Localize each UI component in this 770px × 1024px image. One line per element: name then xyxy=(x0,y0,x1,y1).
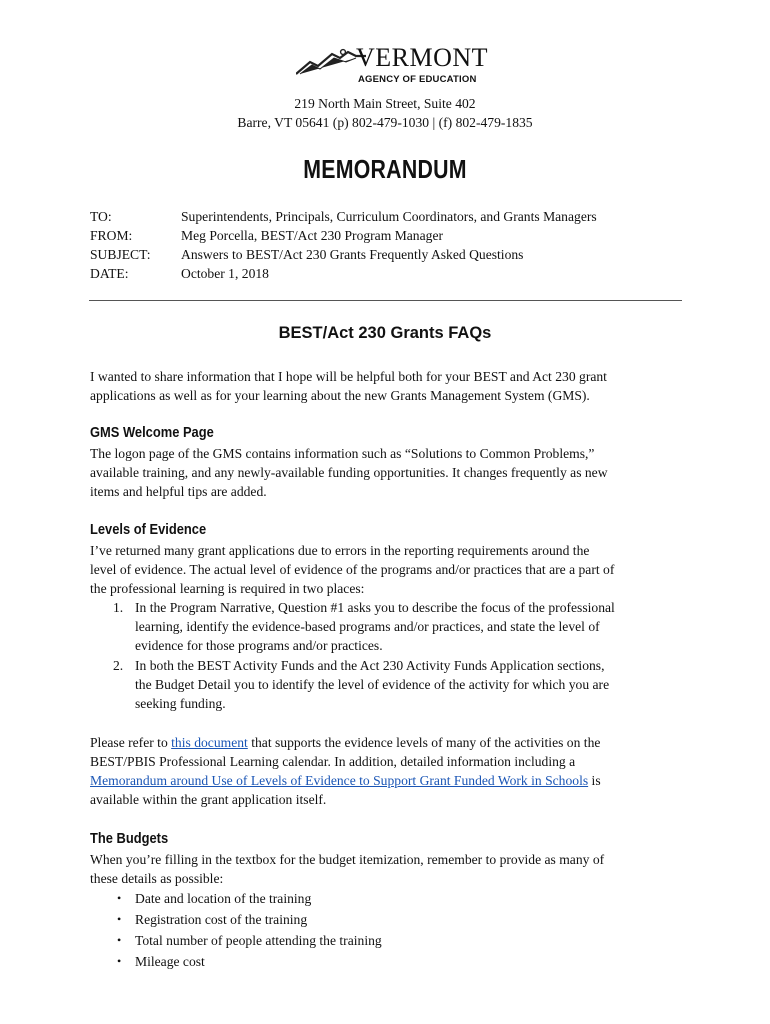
intro-line: applications as well as for your learning about the new Grants Management System (GMS). xyxy=(90,388,590,403)
refer-line-4: available within the grant application itself. xyxy=(90,792,327,807)
list-item-line: In both the BEST Activity Funds and the Act 230 Activity Funds Application sections, xyxy=(135,658,605,673)
to-label: TO: xyxy=(90,209,112,224)
header-divider xyxy=(89,300,682,301)
list-item-line: In the Program Narrative, Question #1 asks you to describe the focus of the professional xyxy=(135,600,615,615)
budget-list-item: Total number of people attending the training xyxy=(135,933,382,948)
memo-post-text: is xyxy=(588,773,601,788)
header-date xyxy=(90,264,269,283)
this-document-link[interactable]: this document xyxy=(171,735,248,750)
refer-line xyxy=(90,733,600,752)
gms-line: The logon page of the GMS contains information such as “Solutions to Common Problems,” xyxy=(90,446,595,461)
bullet-icon: • xyxy=(117,912,122,926)
logo-agency-text: AGENCY OF EDUCATION xyxy=(358,74,477,85)
budgets-line: these details as possible: xyxy=(90,871,224,886)
budget-list-item: Registration cost of the training xyxy=(135,912,308,927)
refer-post-text: that supports the evidence levels of many of the activities on the xyxy=(247,735,601,750)
evidence-line: the professional learning is required in two places: xyxy=(90,581,365,596)
gms-line: available training, and any newly-available funding opportunities. It changes frequently as new xyxy=(90,465,608,480)
bullet-icon: • xyxy=(117,891,122,905)
memo-title: MEMORANDUM xyxy=(303,154,467,184)
list-item-line: the Budget Detail you to identify the level of evidence of the activity for which you are xyxy=(135,677,610,692)
evidence-line: level of evidence. The actual level of evidence of the programs and/or practices that are a part of xyxy=(90,562,615,577)
levels-of-evidence-memo-link[interactable]: Memorandum around Use of Levels of Evidence to Support Grant Funded Work in Schools xyxy=(90,773,589,788)
logo-state-text: VERMONT xyxy=(356,43,489,72)
date-value: October 1, 2018 xyxy=(181,266,269,281)
budget-list-item: Mileage cost xyxy=(135,954,205,969)
date-label: DATE: xyxy=(90,266,129,281)
header-to xyxy=(90,207,597,226)
evidence-line: I’ve returned many grant applications due to errors in the reporting requirements around the xyxy=(90,543,590,558)
budgets-line: When you’re filling in the textbox for the budget itemization, remember to provide as many of xyxy=(90,852,605,867)
refer-pre-text: Please refer to xyxy=(90,735,172,750)
to-value: Superintendents, Principals, Curriculum Coordinators, and Grants Managers xyxy=(181,209,597,224)
subject-value: Answers to BEST/Act 230 Grants Frequently Asked Questions xyxy=(181,247,524,262)
document-heading: BEST/Act 230 Grants FAQs xyxy=(278,324,492,342)
subject-label: SUBJECT: xyxy=(90,247,151,262)
from-label: FROM: xyxy=(90,228,133,243)
list-item-line: learning, identify the evidence-based programs and/or practices, and state the level of xyxy=(135,619,600,634)
list-item-line: seeking funding. xyxy=(135,696,226,711)
header-subject xyxy=(90,245,523,264)
intro-line: I wanted to share information that I hope will be helpful both for your BEST and Act 230 grant xyxy=(90,369,607,384)
refer-line-3 xyxy=(90,771,601,790)
gms-heading: GMS Welcome Page xyxy=(90,424,214,441)
address-line-1: 219 North Main Street, Suite 402 xyxy=(294,96,476,111)
bullet-icon: • xyxy=(117,954,122,968)
header-from xyxy=(90,226,443,245)
refer-line-2: BEST/PBIS Professional Learning calendar. In addition, detailed information including a xyxy=(90,754,576,769)
list-number: 1. xyxy=(113,600,124,615)
gms-line: items and helpful tips are added. xyxy=(90,484,267,499)
bullet-icon: • xyxy=(117,933,122,947)
budgets-heading: The Budgets xyxy=(90,830,169,847)
vermont-aoe-logo xyxy=(296,43,489,90)
evidence-heading: Levels of Evidence xyxy=(90,521,207,538)
list-item-line: evidence for those programs and/or practices. xyxy=(135,638,383,653)
address-line-2: Barre, VT 05641 (p) 802-479-1030 | (f) 802-479-1835 xyxy=(237,115,533,130)
from-value: Meg Porcella, BEST/Act 230 Program Manager xyxy=(181,228,443,243)
budget-list-item: Date and location of the training xyxy=(135,891,312,906)
list-number: 2. xyxy=(113,658,124,673)
